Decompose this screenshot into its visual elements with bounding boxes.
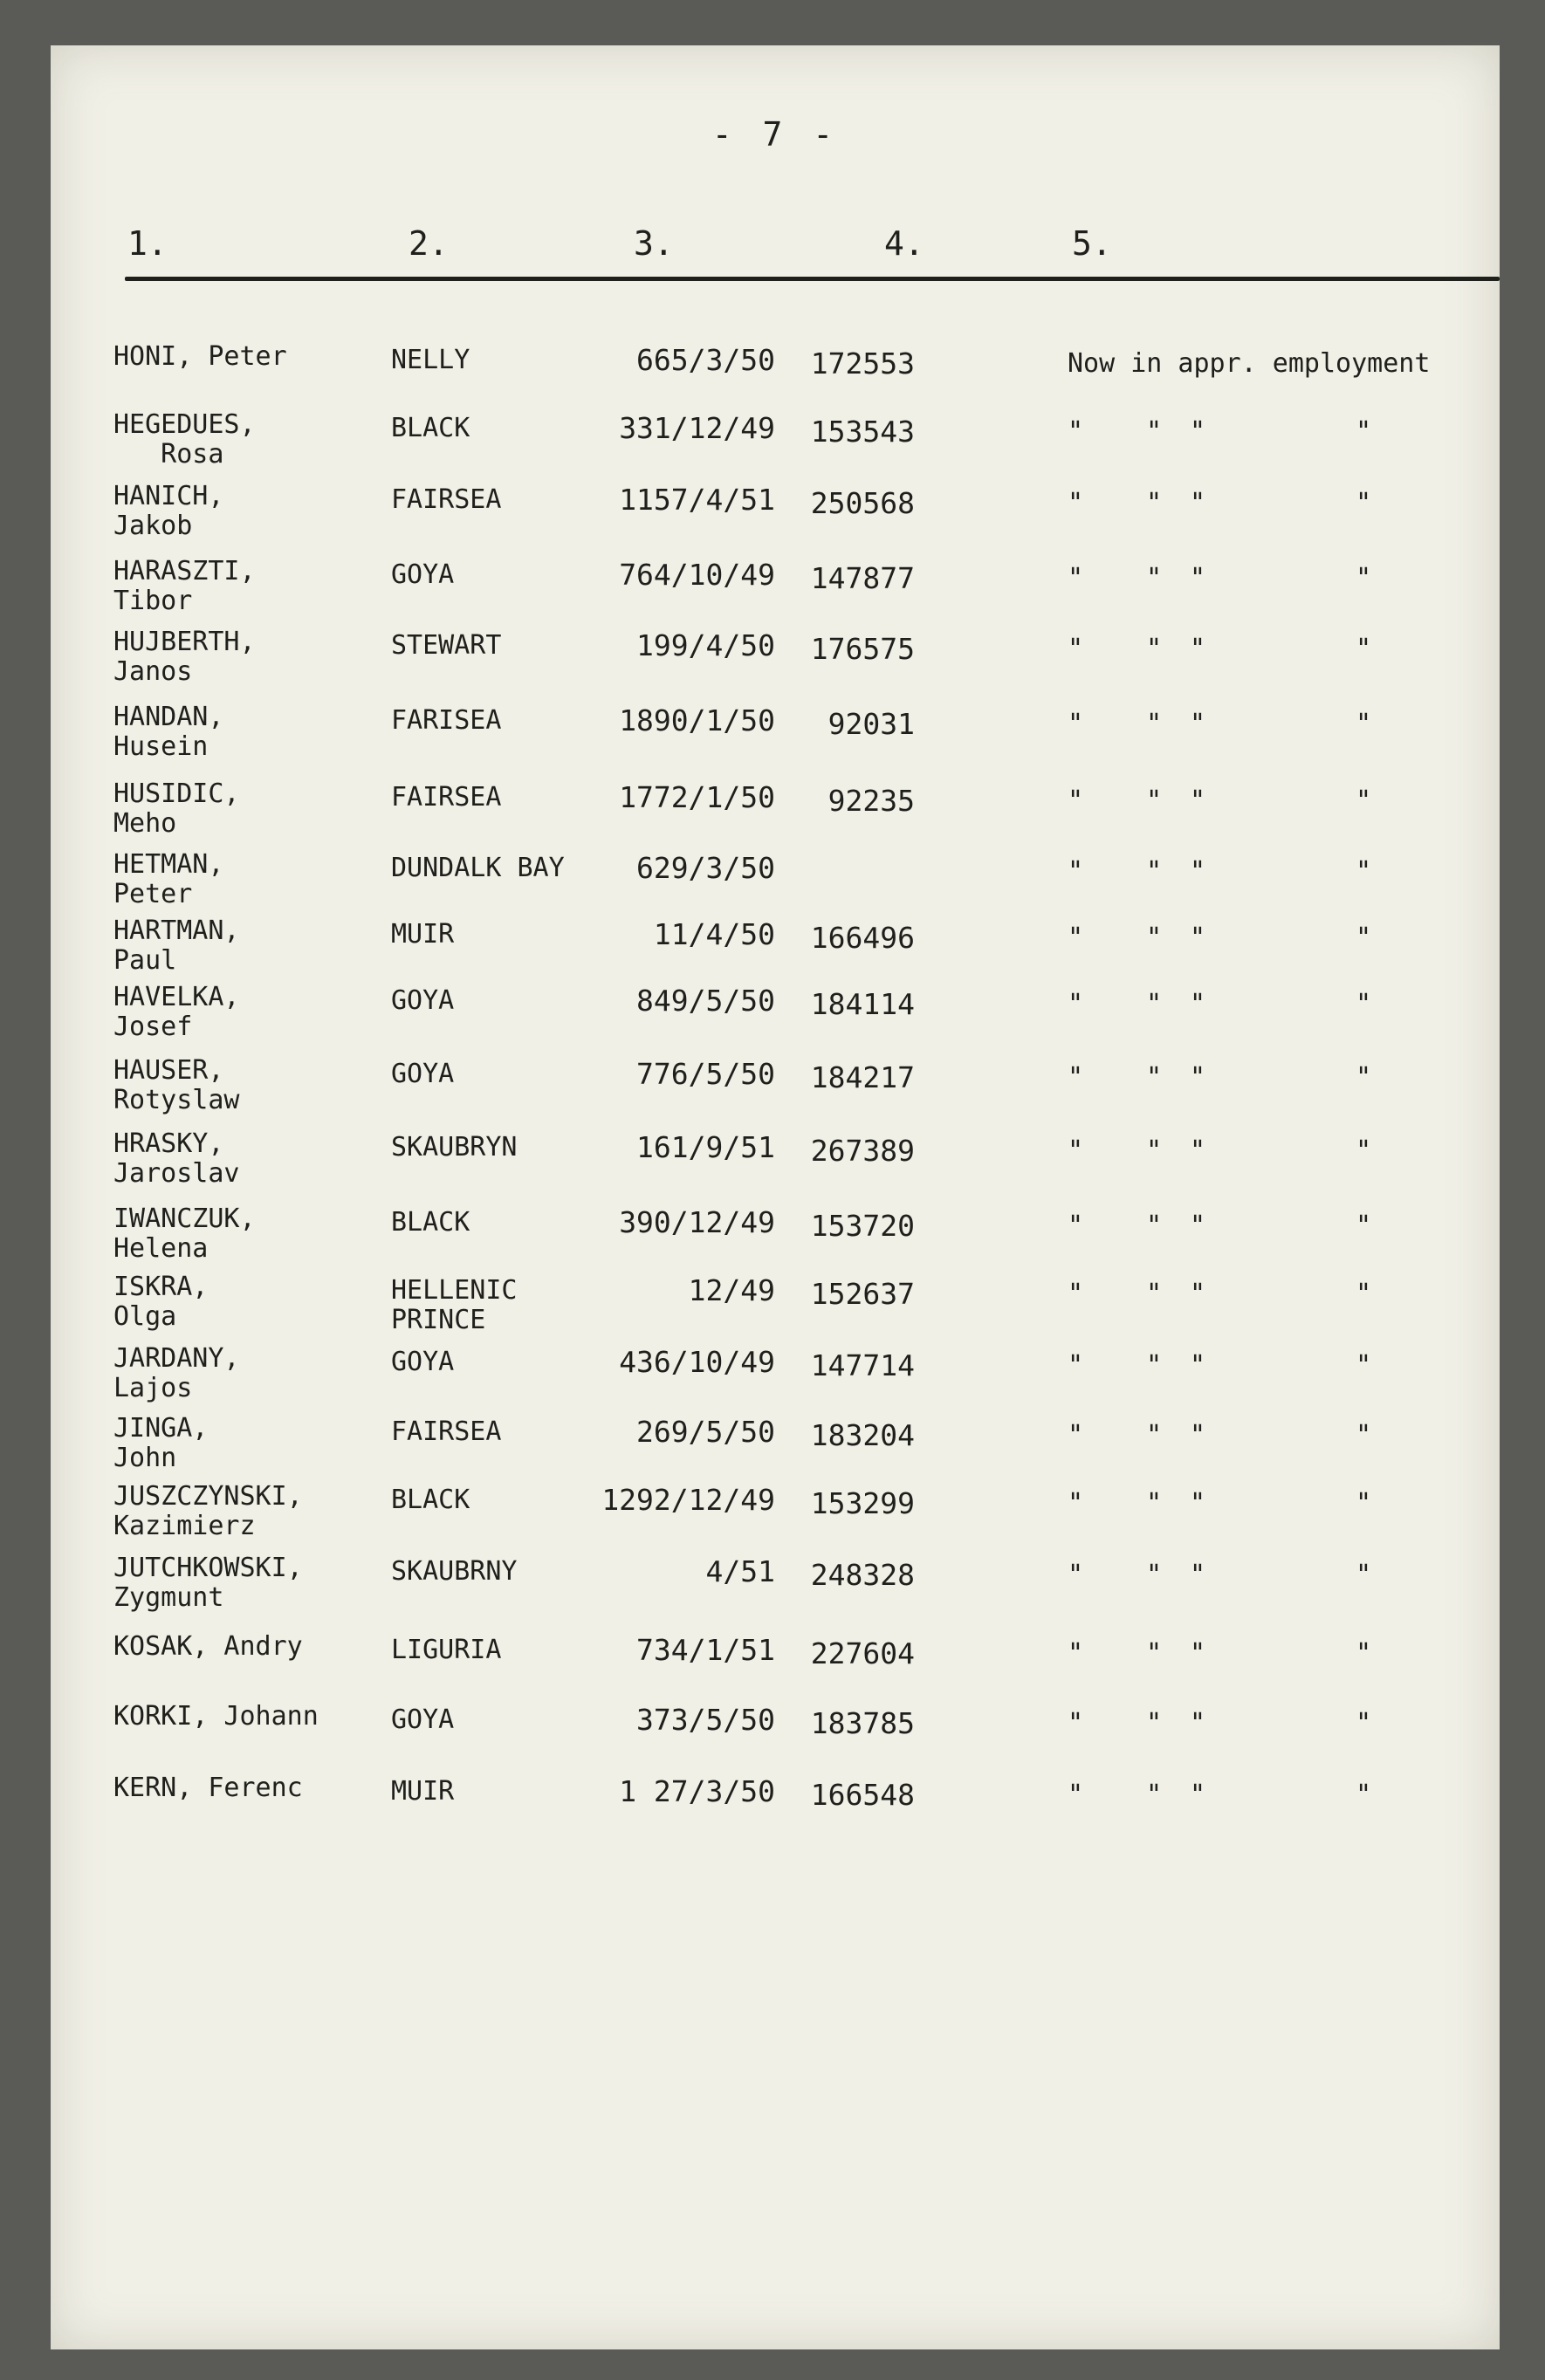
ditto-mark: ": [1356, 1488, 1372, 1519]
name-cell: JINGA, John: [113, 1413, 209, 1473]
ditto-mark: ": [1190, 1135, 1206, 1166]
ditto-mark: ": [1190, 923, 1206, 953]
ditto-mark: ": [1068, 1708, 1084, 1739]
name-cell: KERN, Ferenc: [113, 1773, 303, 1803]
ditto-mark: ": [1190, 1488, 1206, 1519]
page-number: - 7 -: [711, 115, 839, 154]
ship-cell: HELLENIC PRINCE: [391, 1275, 518, 1335]
reference-cell: 11/4/50: [653, 917, 775, 951]
ditto-mark: ": [1356, 989, 1372, 1019]
ditto-mark: ": [1146, 989, 1163, 1019]
column-header-5: 5.: [1072, 224, 1112, 263]
reference-cell: 776/5/50: [636, 1057, 775, 1091]
ditto-mark: ": [1146, 709, 1163, 739]
ditto-mark: ": [1356, 1135, 1372, 1166]
reference-cell: 1772/1/50: [619, 780, 775, 814]
ditto-mark: ": [1068, 1638, 1084, 1669]
number-cell: 92235: [827, 784, 915, 818]
reference-cell: 1292/12/49: [601, 1483, 775, 1517]
ditto-mark: ": [1146, 634, 1163, 664]
ditto-mark: ": [1190, 1279, 1206, 1309]
ditto-mark: ": [1356, 1279, 1372, 1309]
ditto-mark: ": [1356, 856, 1372, 887]
ditto-mark: ": [1146, 1350, 1163, 1381]
table-row: [51, 557, 1500, 627]
ditto-mark: ": [1068, 1560, 1084, 1590]
ditto-mark: ": [1356, 1420, 1372, 1451]
ditto-mark: ": [1190, 989, 1206, 1019]
reference-cell: 665/3/50: [636, 343, 775, 377]
ship-cell: BLACK: [391, 1485, 470, 1515]
ship-cell: GOYA: [391, 559, 455, 590]
ditto-mark: ": [1190, 634, 1206, 664]
ship-cell: GOYA: [391, 1347, 455, 1377]
table-row: [51, 410, 1500, 480]
ditto-mark: ": [1356, 416, 1372, 447]
name-cell: ISKRA, Olga: [113, 1272, 209, 1332]
number-cell: 184114: [810, 987, 915, 1021]
ditto-mark: ": [1146, 1420, 1163, 1451]
table-row: [51, 703, 1500, 772]
reference-cell: 331/12/49: [619, 411, 775, 445]
ditto-mark: ": [1190, 563, 1206, 593]
ditto-mark: ": [1356, 709, 1372, 739]
table-row: [51, 1204, 1500, 1274]
ditto-mark: ": [1068, 856, 1084, 887]
number-cell: 183204: [810, 1418, 915, 1452]
ditto-mark: ": [1356, 488, 1372, 518]
ship-cell: MUIR: [391, 1776, 455, 1807]
ditto-mark: ": [1068, 488, 1084, 518]
reference-cell: 849/5/50: [636, 984, 775, 1018]
ditto-mark: ": [1068, 785, 1084, 816]
ditto-mark: ": [1146, 1638, 1163, 1669]
ditto-mark: ": [1146, 1560, 1163, 1590]
ditto-mark: ": [1146, 563, 1163, 593]
table-row: [51, 342, 1500, 412]
reference-cell: 199/4/50: [636, 628, 775, 662]
ditto-mark: ": [1068, 1420, 1084, 1451]
ditto-mark: ": [1190, 1420, 1206, 1451]
reference-cell: 373/5/50: [636, 1703, 775, 1737]
number-cell: 152637: [810, 1277, 915, 1311]
name-cell: HETMAN, Peter: [113, 849, 224, 909]
number-cell: 147714: [810, 1348, 915, 1382]
name-cell: JUTCHKOWSKI, Zygmunt: [113, 1553, 303, 1613]
ditto-mark: ": [1190, 1350, 1206, 1381]
ditto-mark: ": [1356, 785, 1372, 816]
ship-cell: GOYA: [391, 1704, 455, 1735]
table-row: [51, 482, 1500, 552]
table-row: [51, 983, 1500, 1053]
number-cell: 166496: [810, 921, 915, 955]
ditto-mark: ": [1068, 1780, 1084, 1810]
table-row: [51, 1632, 1500, 1702]
reference-cell: 1 27/3/50: [619, 1774, 775, 1808]
table-row: [51, 1056, 1500, 1126]
number-cell: 176575: [810, 632, 915, 666]
ditto-mark: ": [1356, 1350, 1372, 1381]
table-row: [51, 916, 1500, 986]
name-cell: HAUSER, Rotyslaw: [113, 1055, 240, 1115]
ditto-mark: ": [1190, 1638, 1206, 1669]
ditto-mark: ": [1146, 1135, 1163, 1166]
name-cell: HARASZTI, Tibor: [113, 556, 256, 616]
ditto-mark: ": [1068, 1350, 1084, 1381]
column-header-3: 3.: [634, 224, 674, 263]
table-row: [51, 1344, 1500, 1414]
reference-cell: 1890/1/50: [619, 703, 775, 737]
number-cell: 153720: [810, 1209, 915, 1243]
name-cell: JARDANY, Lajos: [113, 1343, 240, 1403]
ditto-mark: ": [1146, 416, 1163, 447]
ship-cell: SKAUBRYN: [391, 1132, 518, 1163]
ditto-mark: ": [1190, 1560, 1206, 1590]
ditto-mark: ": [1068, 989, 1084, 1019]
ditto-mark: ": [1190, 1062, 1206, 1093]
ditto-mark: ": [1356, 563, 1372, 593]
number-cell: 153543: [810, 415, 915, 449]
table-row: [51, 779, 1500, 849]
column-header-1: 1.: [127, 224, 168, 263]
reference-cell: 1157/4/51: [619, 483, 775, 517]
table-row: [51, 1414, 1500, 1484]
table-row: [51, 1482, 1500, 1552]
ditto-mark: ": [1146, 1062, 1163, 1093]
number-cell: 166548: [810, 1778, 915, 1812]
number-cell: 184217: [810, 1060, 915, 1094]
ditto-mark: ": [1068, 1135, 1084, 1166]
number-cell: 227604: [810, 1636, 915, 1670]
ditto-mark: ": [1356, 1062, 1372, 1093]
ditto-mark: ": [1068, 1062, 1084, 1093]
ship-cell: FAIRSEA: [391, 782, 502, 813]
reference-cell: 4/51: [705, 1554, 775, 1588]
ship-cell: FARISEA: [391, 705, 502, 736]
column-header-2: 2.: [409, 224, 449, 263]
ditto-mark: ": [1146, 923, 1163, 953]
name-cell: HANICH, Jakob: [113, 481, 224, 541]
reference-cell: 161/9/51: [636, 1130, 775, 1164]
name-cell: HANDAN, Husein: [113, 702, 224, 762]
status-cell: Now in appr. employment: [1068, 348, 1431, 379]
reference-cell: 734/1/51: [636, 1633, 775, 1667]
name-cell: HUJBERTH, Janos: [113, 627, 256, 687]
document-page: [51, 45, 1500, 2349]
reference-cell: 764/10/49: [619, 558, 775, 592]
ditto-mark: ": [1356, 1780, 1372, 1810]
ditto-mark: ": [1190, 1780, 1206, 1810]
header-rule: [125, 277, 1500, 281]
ditto-mark: ": [1146, 488, 1163, 518]
name-cell: IWANCZUK, Helena: [113, 1204, 256, 1264]
ditto-mark: ": [1356, 923, 1372, 953]
ship-cell: GOYA: [391, 1059, 455, 1089]
table-row: [51, 1272, 1500, 1342]
table-row: [51, 1554, 1500, 1623]
ship-cell: BLACK: [391, 413, 470, 443]
number-cell: 183785: [810, 1706, 915, 1740]
number-cell: 267389: [810, 1134, 915, 1168]
ship-cell: STEWART: [391, 630, 502, 661]
ditto-mark: ": [1190, 785, 1206, 816]
ditto-mark: ": [1190, 416, 1206, 447]
ditto-mark: ": [1068, 923, 1084, 953]
ditto-mark: ": [1146, 785, 1163, 816]
table-row: [51, 1129, 1500, 1199]
ditto-mark: ": [1356, 1211, 1372, 1241]
ditto-mark: ": [1068, 563, 1084, 593]
name-cell: JUSZCZYNSKI, Kazimierz: [113, 1481, 303, 1541]
table-row: [51, 1773, 1500, 1843]
ditto-mark: ": [1146, 856, 1163, 887]
name-cell: HARTMAN, Paul: [113, 916, 240, 976]
ditto-mark: ": [1190, 1708, 1206, 1739]
name-cell: HAVELKA, Josef: [113, 982, 240, 1042]
name-cell: KORKI, Johann: [113, 1701, 319, 1732]
ditto-mark: ": [1068, 1279, 1084, 1309]
ditto-mark: ": [1356, 1560, 1372, 1590]
ditto-mark: ": [1146, 1488, 1163, 1519]
number-cell: 92031: [827, 707, 915, 741]
ditto-mark: ": [1068, 1211, 1084, 1241]
number-cell: 248328: [810, 1558, 915, 1592]
reference-cell: 269/5/50: [636, 1415, 775, 1449]
ship-cell: DUNDALK BAY: [391, 853, 565, 883]
reference-cell: 390/12/49: [619, 1205, 775, 1239]
ditto-mark: ": [1190, 1211, 1206, 1241]
reference-cell: 436/10/49: [619, 1345, 775, 1379]
table-row: [51, 1702, 1500, 1772]
name-cell: HUSIDIC, Meho: [113, 778, 240, 839]
ditto-mark: ": [1190, 856, 1206, 887]
ditto-mark: ": [1146, 1211, 1163, 1241]
name-cell: KOSAK, Andry: [113, 1631, 303, 1662]
ditto-mark: ": [1146, 1279, 1163, 1309]
name-cell: HRASKY, Jaroslav: [113, 1128, 240, 1189]
ditto-mark: ": [1190, 488, 1206, 518]
ditto-mark: ": [1356, 1708, 1372, 1739]
name-cell: HONI, Peter: [113, 341, 287, 372]
ditto-mark: ": [1146, 1780, 1163, 1810]
number-cell: 250568: [810, 486, 915, 520]
ship-cell: FAIRSEA: [391, 484, 502, 515]
ship-cell: LIGURIA: [391, 1635, 502, 1665]
ditto-mark: ": [1356, 634, 1372, 664]
ship-cell: SKAUBRNY: [391, 1556, 518, 1587]
table-row: [51, 628, 1500, 697]
ditto-mark: ": [1068, 1488, 1084, 1519]
ditto-mark: ": [1190, 709, 1206, 739]
ditto-mark: ": [1356, 1638, 1372, 1669]
ship-cell: FAIRSEA: [391, 1416, 502, 1447]
column-header-4: 4.: [884, 224, 924, 263]
ship-cell: GOYA: [391, 985, 455, 1016]
ditto-mark: ": [1146, 1708, 1163, 1739]
number-cell: 147877: [810, 561, 915, 595]
ship-cell: NELLY: [391, 345, 470, 375]
number-cell: 153299: [810, 1486, 915, 1520]
ship-cell: MUIR: [391, 919, 455, 950]
ditto-mark: ": [1068, 416, 1084, 447]
ditto-mark: ": [1068, 634, 1084, 664]
number-cell: 172553: [810, 346, 915, 381]
name-cell: HEGEDUES, Rosa: [113, 409, 256, 470]
ditto-mark: ": [1068, 709, 1084, 739]
reference-cell: 629/3/50: [636, 851, 775, 885]
ship-cell: BLACK: [391, 1207, 470, 1238]
table-row: [51, 850, 1500, 920]
reference-cell: 12/49: [688, 1273, 775, 1307]
